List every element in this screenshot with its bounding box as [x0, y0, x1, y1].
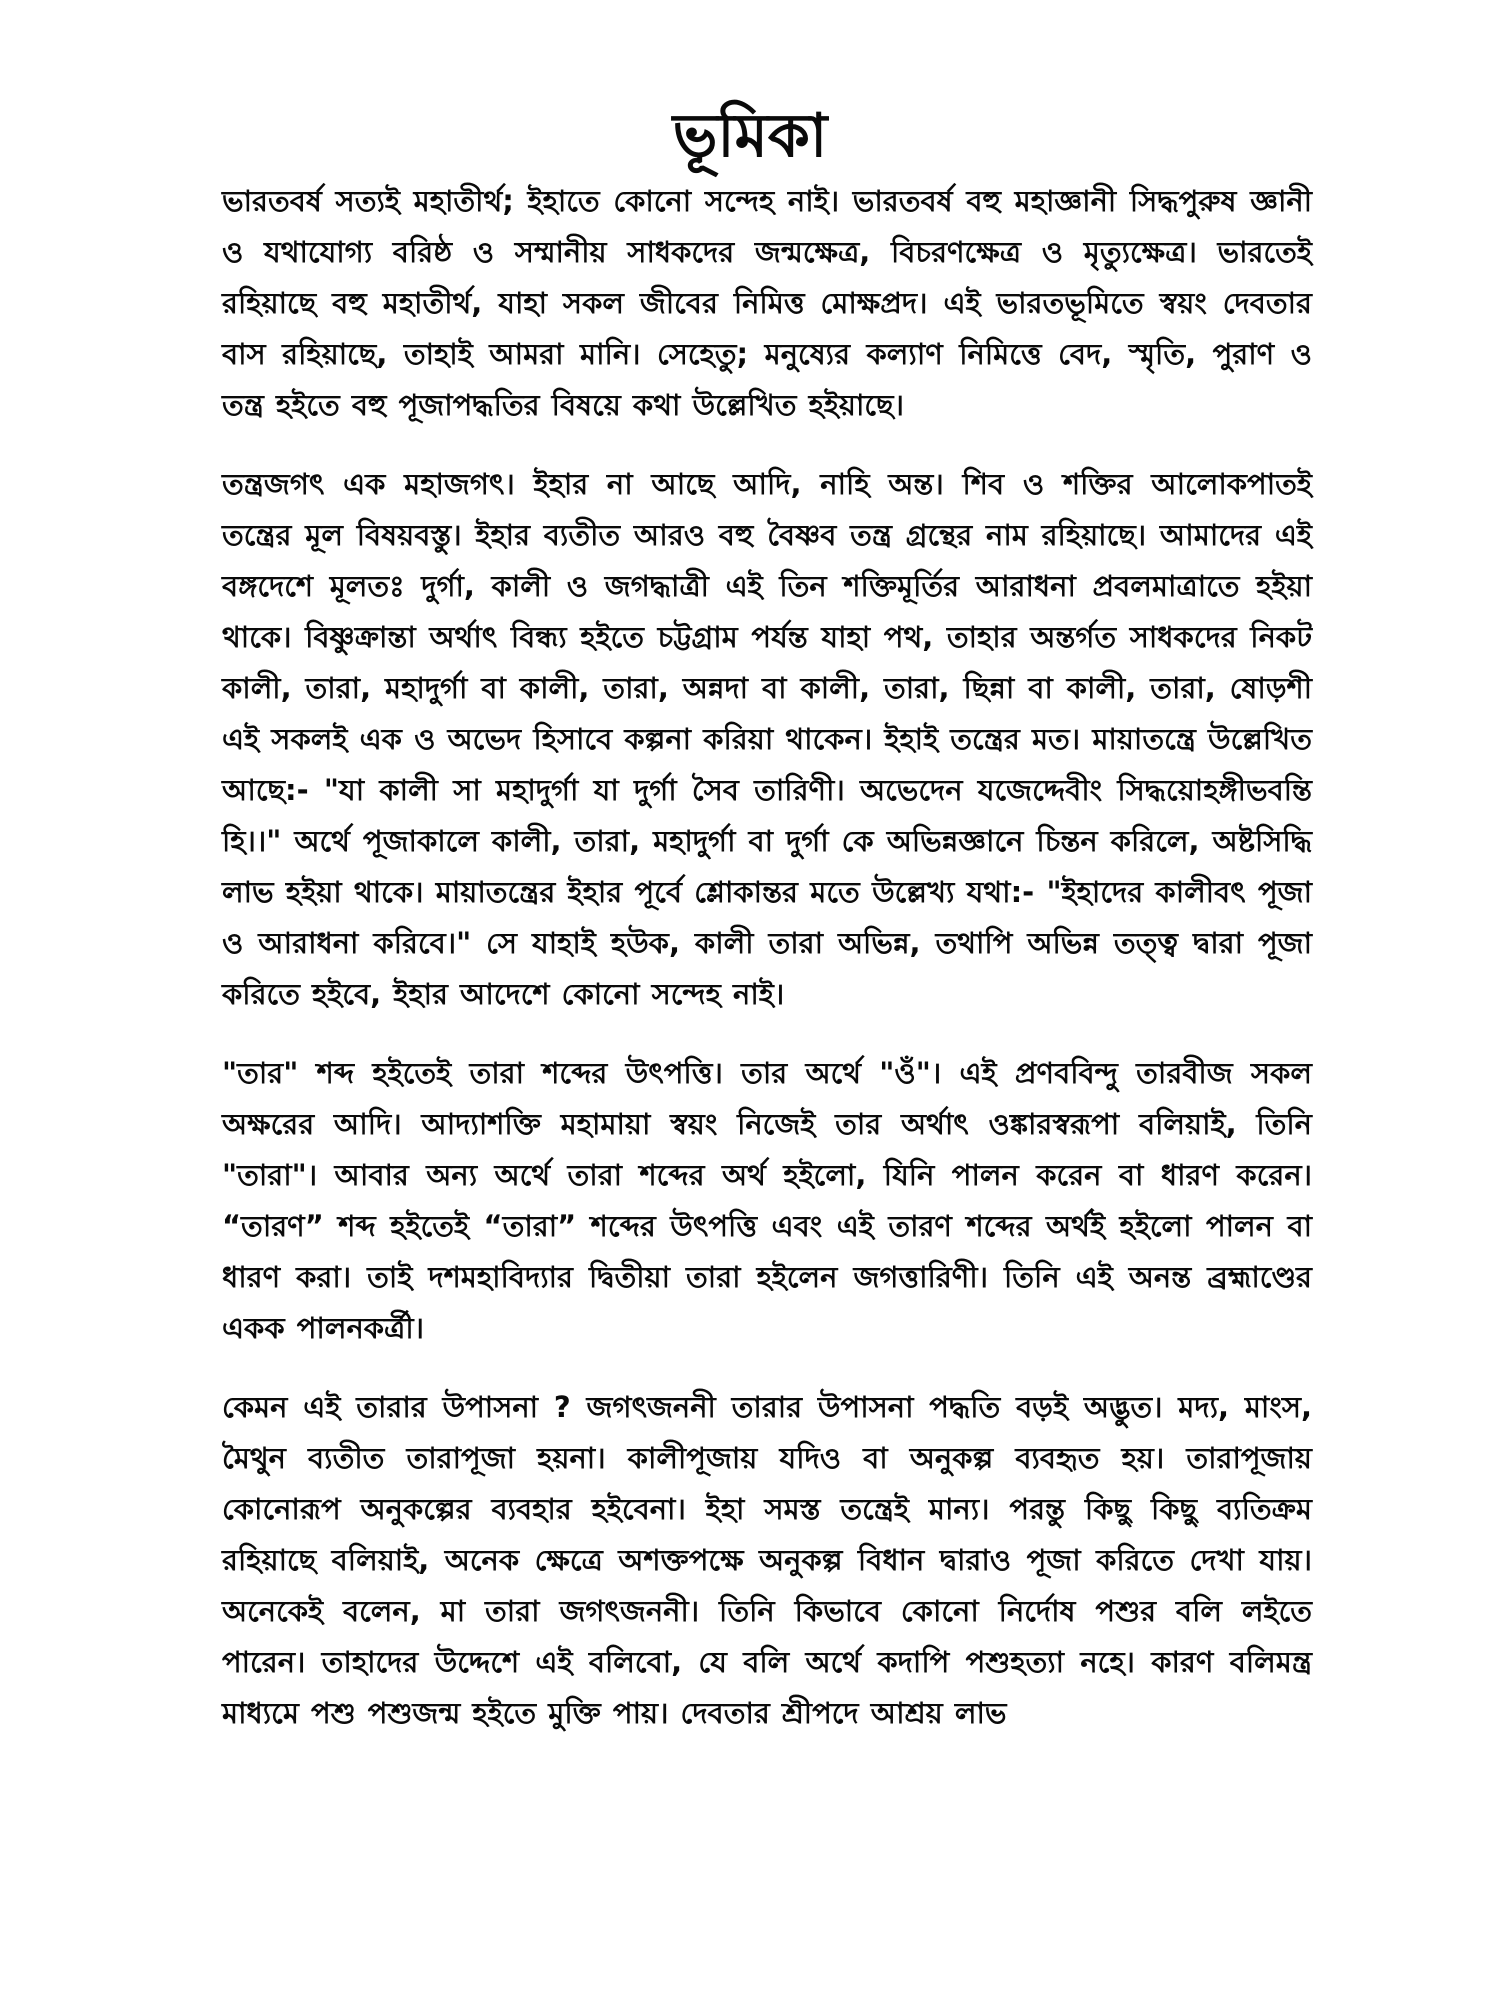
paragraph-4: কেমন এই তারার উপাসনা ? জগৎজননী তারার উপাসনা পদ্ধতি বড়ই অদ্ভুত। মদ্য, মাংস, মৈথুন ব্যতীত তারাপূজা হয়না। কালীপূজায় যদিও বা অনুকল্প ব্যবহৃত হয়। তারাপূজায় কোনোরূপ অনুকল্পের ব্যবহার হইবেনা। ইহা সমস্ত তন্ত্রেই মান্য। পরন্তু কিছু কিছু ব্যতিক্রম রহিয়াছে বলিয়াই, অনেক ক্ষেত্রে অশক্তপক্ষে অনুকল্প বিধান দ্বারাও পূজা করিতে দেখা যায়। অনেকেই বলেন, মা তারা জগৎজননী। তিনি কিভাবে কোনো নির্দোষ পশুর বলি লইতে পারেন। তাহাদের উদ্দেশে এই বলিবো, যে বলি অর্থে কদাপি পশুহত্যা নহে। কারণ বলিমন্ত্র মাধ্যমে পশু পশুজন্ম হইতে মুক্তি পায়। দেবতার শ্রীপদে আশ্রয় লাভ [222, 1390, 1312, 1730]
page-title: ভূমিকা [672, 101, 828, 171]
paragraph-1: ভারতবর্ষ সত্যই মহাতীর্থ; ইহাতে কোনো সন্দেহ নাই। ভারতবর্ষ বহু মহাজ্ঞানী সিদ্ধপুরুষ জ্ঞানী ও যথাযোগ্য বরিষ্ঠ ও সম্মানীয় সাধকদের জন্মক্ষেত্র, বিচরণক্ষেত্র ও মৃত্যুক্ষেত্র। ভারতেই রহিয়াছে বহু মহাতীর্থ, যাহা সকল জীবের নিমিত্ত মোক্ষপ্রদ। এই ভারতভূমিতে স্বয়ং দেবতার বাস রহিয়াছে, তাহাই আমরা মানি। সেহেতু; মনুষ্যের কল্যাণ নিমিত্তে বেদ, স্মৃতি, পুরাণ ও তন্ত্র হইতে বহু পূজাপদ্ধতির বিষয়ে কথা উল্লেখিত হইয়াছে। [222, 184, 1312, 422]
body-text [222, 176, 1312, 1739]
paragraph-2: তন্ত্রজগৎ এক মহাজগৎ। ইহার না আছে আদি, নাহি অন্ত। শিব ও শক্তির আলোকপাতই তন্ত্রের মূল বিষয়বস্তু। ইহার ব্যতীত আরও বহু বৈষ্ণব তন্ত্র গ্রন্থের নাম রহিয়াছে। আমাদের এই বঙ্গদেশে মূলতঃ দুর্গা, কালী ও জগদ্ধাত্রী এই তিন শক্তিমূর্তির আরাধনা প্রবলমাত্রাতে হইয়া থাকে। বিষ্ণুক্রান্তা অর্থাৎ বিন্ধ্য হইতে চট্টগ্রাম পর্যন্ত যাহা পথ, তাহার অন্তর্গত সাধকদের নিকট কালী, তারা, মহাদুর্গা বা কালী, তারা, অন্নদা বা কালী, তারা, ছিন্না বা কালী, তারা, ষোড়শী এই সকলই এক ও অভেদ হিসাবে কল্পনা করিয়া থাকেন। ইহাই তন্ত্রের মত। মায়াতন্ত্রে উল্লেখিত আছে:- "যা কালী সা মহাদুর্গা যা দুর্গা সৈব তারিণী। অভেদেন যজেদ্দেবীং সিদ্ধয়োহঙ্গীভবন্তি হি।।" অর্থে পূজাকালে কালী, তারা, মহাদুর্গা বা দুর্গা কে অভিন্নজ্ঞানে চিন্তন করিলে, অষ্টসিদ্ধি লাভ হইয়া থাকে। মায়াতন্ত্রের ইহার পূর্বে শ্লোকান্তর মতে উল্লেখ্য যথা:- "ইহাদের কালীবৎ পূজা ও আরাধনা করিবে।" সে যাহাই হউক, কালী তারা অভিন্ন, তথাপি অভিন্ন তত্ত্ব দ্বারা পূজা করিতে হইবে, ইহার আদেশে কোনো সন্দেহ নাই। [222, 467, 1312, 1011]
paragraph-3: "তার" শব্দ হইতেই তারা শব্দের উৎপত্তি। তার অর্থে "ওঁ"। এই প্রণববিন্দু তারবীজ সকল অক্ষরের আদি। আদ্যাশক্তি মহামায়া স্বয়ং নিজেই তার অর্থাৎ ওঙ্কারস্বরূপা বলিয়াই, তিনি "তারা"। আবার অন্য অর্থে তারা শব্দের অর্থ হইলো, যিনি পালন করেন বা ধারণ করেন। “তারণ” শব্দ হইতেই “তারা” শব্দের উৎপত্তি এবং এই তারণ শব্দের অর্থই হইলো পালন বা ধারণ করা। তাই দশমহাবিদ্যার দ্বিতীয়া তারা হইলেন জগত্তারিণী। তিনি এই অনন্ত ব্রহ্মাণ্ডের একক পালনকর্ত্রী। [222, 1056, 1312, 1345]
